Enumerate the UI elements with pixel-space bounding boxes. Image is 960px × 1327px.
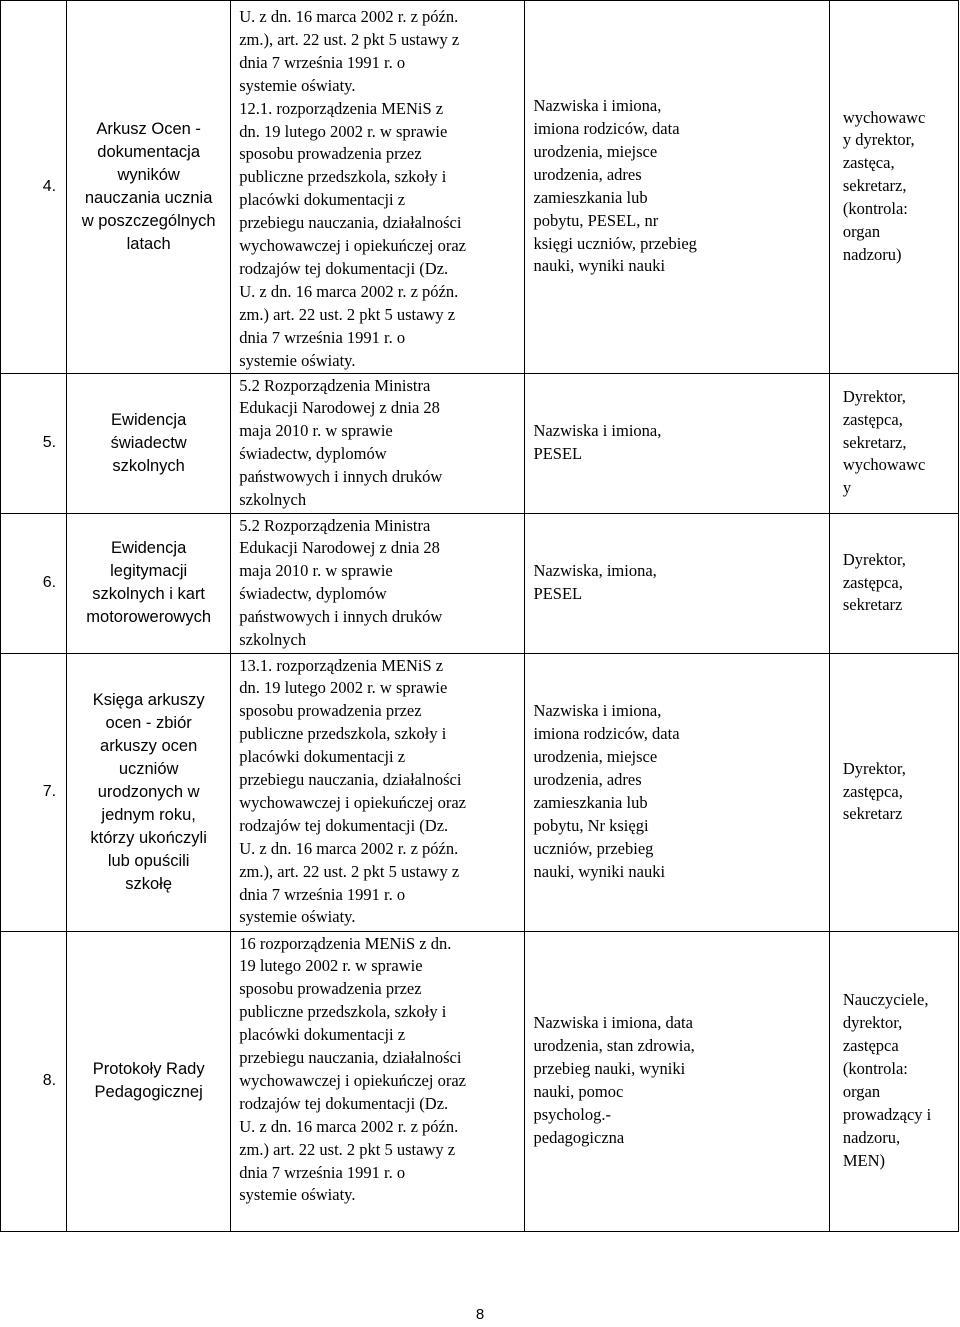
data-scope: Nazwiska, imiona, PESEL bbox=[524, 513, 829, 653]
table-row bbox=[1, 1, 959, 374]
table-row bbox=[1, 373, 959, 513]
row-number: 5. bbox=[1, 373, 67, 513]
access-persons: Nauczyciele, dyrektor, zastępca (kontrola: organ prowadzący i nadzoru, MEN) bbox=[829, 931, 958, 1231]
legal-basis: 5.2 Rozporządzenia Ministra Edukacji Narodowej z dnia 28 maja 2010 r. w sprawie świadectw, dyplomów państwowych i innych druków szkolnych bbox=[231, 513, 524, 653]
record-name: Arkusz Ocen - dokumentacja wyników nauczania ucznia w poszczególnych latach bbox=[67, 1, 231, 374]
page-number: 8 bbox=[475, 1306, 485, 1323]
row-number: 8. bbox=[1, 931, 67, 1231]
legal-basis: U. z dn. 16 marca 2002 r. z późn. zm.), art. 22 ust. 2 pkt 5 ustawy z dnia 7 września 1991 r. o systemie oświaty. 12.1. rozporządzenia MENiS z dn. 19 lutego 2002 r. w sprawie sposobu prowadzenia przez publiczne przedszkola, szkoły i placówki dokumentacji z przebiegu nauczania, działalności wychowawczej i opiekuńczej oraz rodzajów tej dokumentacji (Dz. U. z dn. 16 marca 2002 r. z późn. zm.) art. 22 ust. 2 pkt 5 ustawy z dnia 7 września 1991 r. o systemie oświaty. bbox=[231, 1, 524, 374]
legal-basis: 13.1. rozporządzenia MENiS z dn. 19 lutego 2002 r. w sprawie sposobu prowadzenia przez publiczne przedszkola, szkoły i placówki dokumentacji z przebiegu nauczania, działalności wychowawczej i opiekuńczej oraz rodzajów tej dokumentacji (Dz. U. z dn. 16 marca 2002 r. z późn. zm.), art. 22 ust. 2 pkt 5 ustawy z dnia 7 września 1991 r. o systemie oświaty. bbox=[231, 653, 524, 931]
access-persons: Dyrektor, zastępca, sekretarz bbox=[829, 653, 958, 931]
record-name: Ewidencja legitymacji szkolnych i kart motorowerowych bbox=[67, 513, 231, 653]
access-persons: Dyrektor, zastępca, sekretarz bbox=[829, 513, 958, 653]
record-name: Księga arkuszy ocen - zbiór arkuszy ocen uczniów urodzonych w jednym roku, którzy ukończyli lub opuścili szkołę bbox=[67, 653, 231, 931]
table-row bbox=[1, 653, 959, 931]
row-number: 4. bbox=[1, 1, 67, 374]
row-number: 6. bbox=[1, 513, 67, 653]
access-persons: wychowawc y dyrektor, zastęca, sekretarz, (kontrola: organ nadzoru) bbox=[829, 1, 958, 374]
data-scope: Nazwiska i imiona, PESEL bbox=[524, 373, 829, 513]
record-name: Protokoły Rady Pedagogicznej bbox=[67, 931, 231, 1231]
table-row bbox=[1, 513, 959, 653]
row-number: 7. bbox=[1, 653, 67, 931]
data-scope: Nazwiska i imiona, data urodzenia, stan zdrowia, przebieg nauki, wyniki nauki, pomoc psycholog.- pedagogiczna bbox=[524, 931, 829, 1231]
access-persons: Dyrektor, zastępca, sekretarz, wychowawc y bbox=[829, 373, 958, 513]
record-name: Ewidencja świadectw szkolnych bbox=[67, 373, 231, 513]
legal-basis: 16 rozporządzenia MENiS z dn. 19 lutego 2002 r. w sprawie sposobu prowadzenia przez publiczne przedszkola, szkoły i placówki dokumentacji z przebiegu nauczania, działalności wychowawczej i opiekuńczej oraz rodzajów tej dokumentacji (Dz. U. z dn. 16 marca 2002 r. z późn. zm.) art. 22 ust. 2 pkt 5 ustawy z dnia 7 września 1991 r. o systemie oświaty. bbox=[231, 931, 524, 1231]
data-scope: Nazwiska i imiona, imiona rodziców, data urodzenia, miejsce urodzenia, adres zamieszkania lub pobytu, Nr księgi uczniów, przebieg nauki, wyniki nauki bbox=[524, 653, 829, 931]
data-scope: Nazwiska i imiona, imiona rodziców, data urodzenia, miejsce urodzenia, adres zamieszkania lub pobytu, PESEL, nr księgi uczniów, przebieg nauki, wyniki nauki bbox=[524, 1, 829, 374]
legal-basis: 5.2 Rozporządzenia Ministra Edukacji Narodowej z dnia 28 maja 2010 r. w sprawie świadectw, dyplomów państwowych i innych druków szkolnych bbox=[231, 373, 524, 513]
table-row bbox=[1, 931, 959, 1231]
